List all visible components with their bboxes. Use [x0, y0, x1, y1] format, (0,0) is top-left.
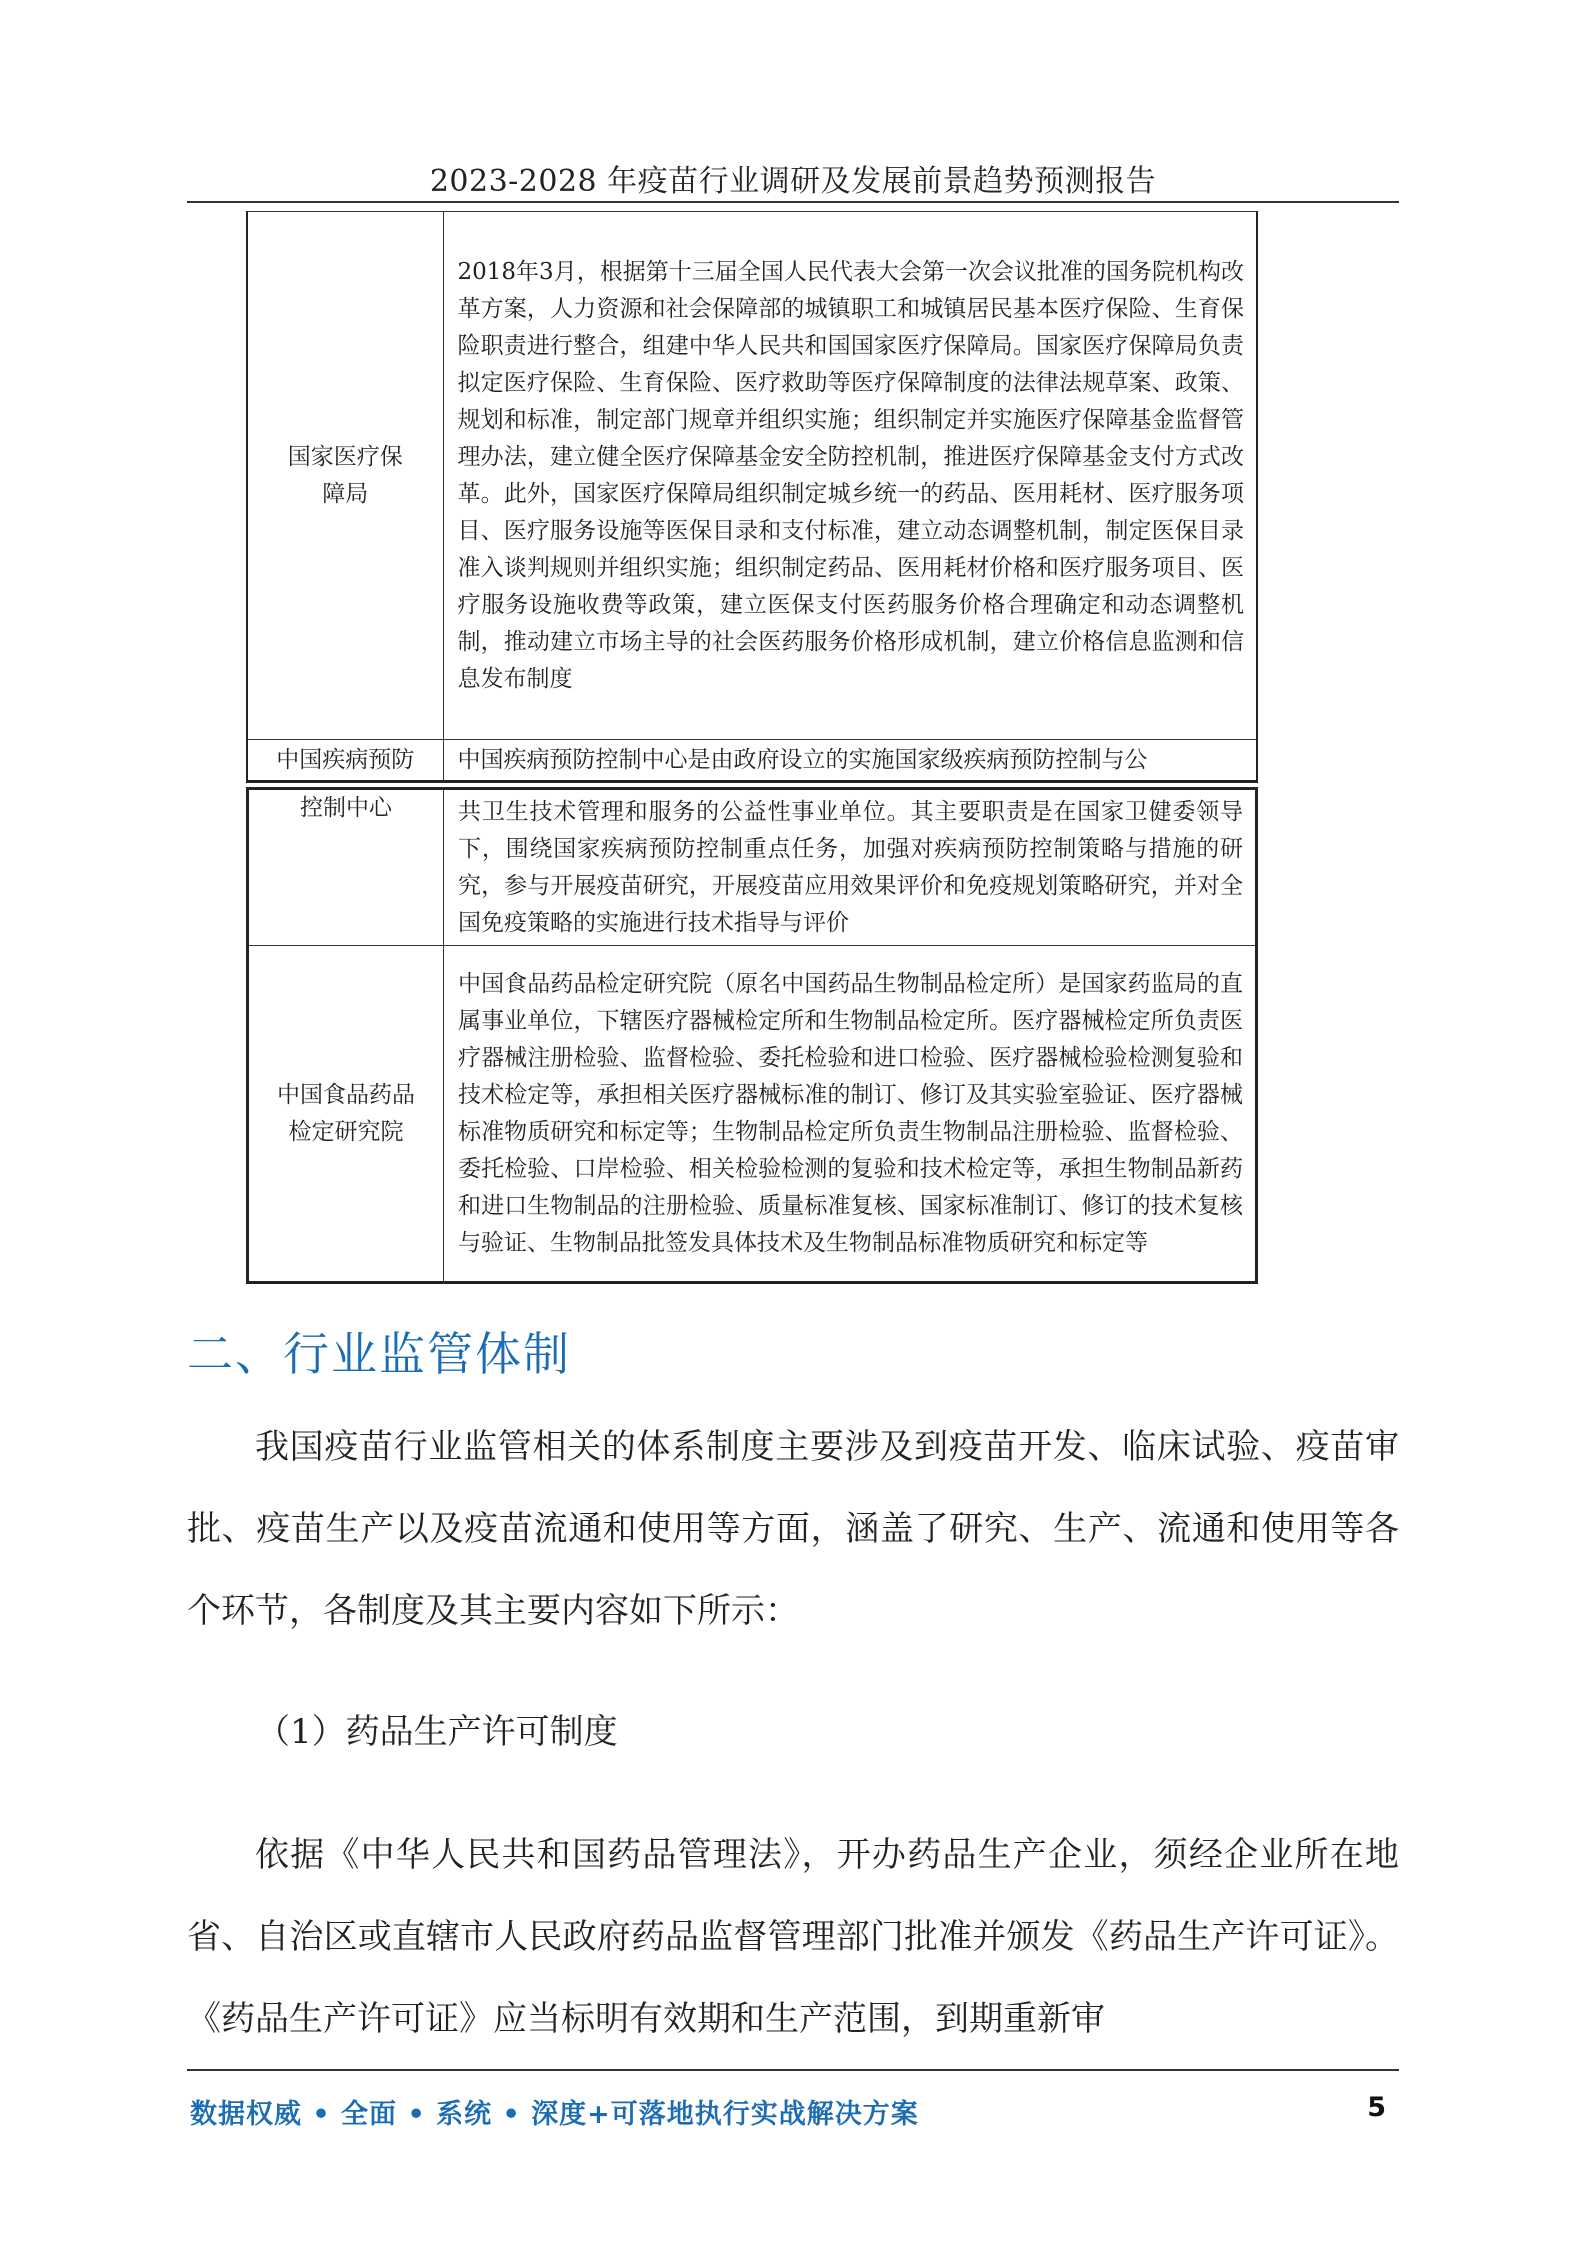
- agency-duty-cell: 中国疾病预防控制中心是由政府设立的实施国家级疾病预防控制与公: [443, 740, 1257, 782]
- agency-name-cell: [248, 946, 444, 1283]
- footer-divider: [187, 2069, 1399, 2071]
- header-divider: [187, 201, 1399, 203]
- body-paragraph: 依据《中华人民共和国药品管理法》，开办药品生产企业，须经企业所在地省、自治区或直辖市人民政府药品监督管理部门批准并颁发《药品生产许可证》。《药品生产许可证》应当标明有效期和生产范围，到期重新审: [187, 1835, 1399, 2039]
- table-row: [248, 946, 1257, 1283]
- footer-slogan: 数据权威 • 全面 • 系统 • 深度+可落地执行实战解决方案: [190, 2099, 919, 2130]
- agency-name-cell: 中国疾病预防: [247, 740, 443, 782]
- agency-name-cell: 控制中心: [248, 789, 444, 946]
- page-number: 5: [1367, 2092, 1386, 2123]
- agency-table-part-2: [246, 787, 1258, 1284]
- section-heading: 二、行业监管体制: [187, 1327, 571, 1381]
- table-row: [247, 212, 1257, 740]
- table-row: [248, 789, 1257, 946]
- table-row: [247, 740, 1257, 782]
- agency-name-cell: [247, 212, 443, 740]
- agency-name: 国家医疗保障局: [287, 443, 403, 507]
- agency-duty-cell: 共卫生技术管理和服务的公益性事业单位。其主要职责是在国家卫健委领导下，围绕国家疾病预防控制重点任务，加强对疾病预防控制策略与措施的研究，参与开展疫苗研究，开展疫苗应用效果评价和免疫规划策略研究，并对全国免疫策略的实施进行技术指导与评价: [444, 789, 1257, 946]
- subsection-heading: （1）药品生产许可制度: [256, 1712, 618, 1752]
- agency-name: 中国食品药品检定研究院: [277, 1081, 415, 1145]
- report-header-title: 2023-2028 年疫苗行业调研及发展前景趋势预测报告: [429, 164, 1157, 199]
- agency-duty-cell: 2018年3月，根据第十三届全国人民代表大会第一次会议批准的国务院机构改革方案，人力资源和社会保障部的城镇职工和城镇居民基本医疗保险、生育保险职责进行整合，组建中华人民共和国国家医疗保障局。国家医疗保障局负责拟定医疗保险、生育保险、医疗救助等医疗保障制度的法律法规草案、政策、规划和标准，制定部门规章并组织实施；组织制定并实施医疗保障基金监督管理办法，建立健全医疗保障基金安全防控机制，推进医疗保障基金支付方式改革。此外，国家医疗保障局组织制定城乡统一的药品、医用耗材、医疗服务项目、医疗服务设施等医保目录和支付标准，建立动态调整机制，制定医保目录准入谈判规则并组织实施；组织制定药品、医用耗材价格和医疗服务项目、医疗服务设施收费等政策，建立医保支付医药服务价格合理确定和动态调整机制，推动建立市场主导的社会医药服务价格形成机制，建立价格信息监测和信息发布制度: [443, 212, 1257, 740]
- agency-duty-cell: 中国食品药品检定研究院（原名中国药品生物制品检定所）是国家药监局的直属事业单位，下辖医疗器械检定所和生物制品检定所。医疗器械检定所负责医疗器械注册检验、监督检验、委托检验和进口检验、医疗器械检验检测复验和技术检定等，承担相关医疗器械标准的制订、修订及其实验室验证、医疗器械标准物质研究和标定等；生物制品检定所负责生物制品注册检验、监督检验、委托检验、口岸检验、相关检验检测的复验和技术检定等，承担生物制品新药和进口生物制品的注册检验、质量标准复核、国家标准制订、修订的技术复核与验证、生物制品批签发具体技术及生物制品标准物质研究和标定等: [444, 946, 1257, 1283]
- agency-table-part-1: [246, 211, 1258, 783]
- body-paragraph: 我国疫苗行业监管相关的体系制度主要涉及到疫苗开发、临床试验、疫苗审批、疫苗生产以及疫苗流通和使用等方面，涵盖了研究、生产、流通和使用等各个环节，各制度及其主要内容如下所示：: [187, 1427, 1399, 1631]
